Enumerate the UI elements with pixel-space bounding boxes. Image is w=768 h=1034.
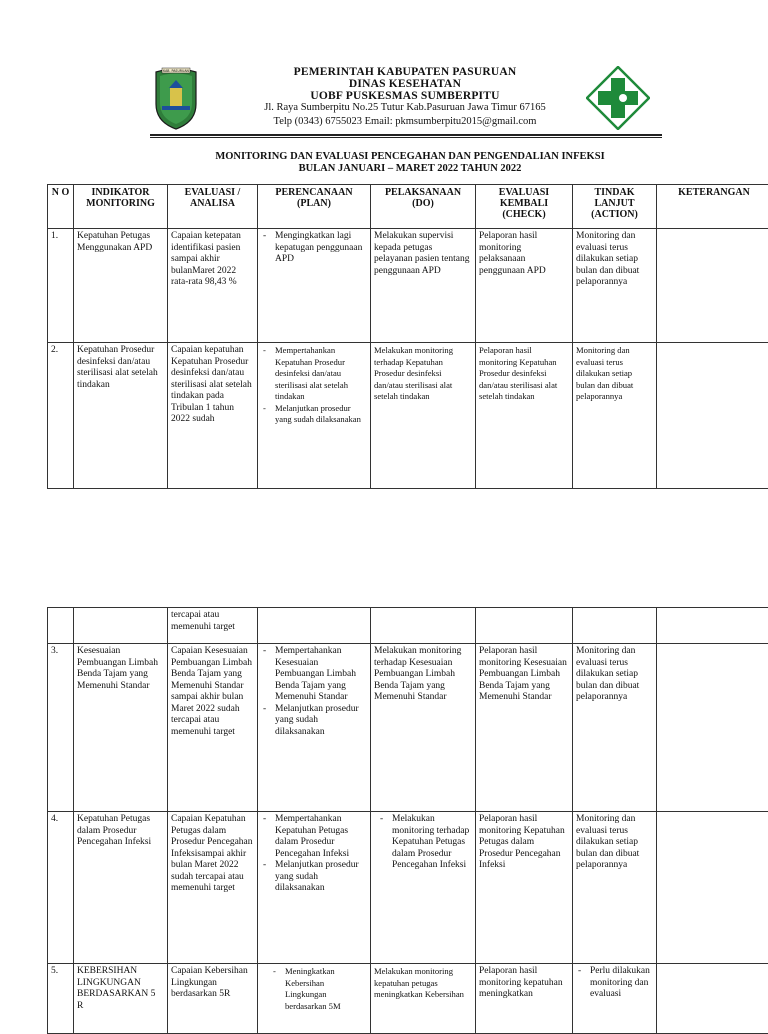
col-header-keterangan: KETERANGAN — [657, 185, 768, 229]
cell-action — [573, 964, 657, 1034]
cell-indikator — [74, 608, 168, 644]
cell-action: Monitoring dan evaluasi terus dilakukan setiap bulan dan dibuat pelaporannya — [573, 812, 657, 964]
monitoring-table-page-1 — [47, 184, 768, 489]
svg-text:KAB. PASURUAN: KAB. PASURUAN — [163, 69, 189, 73]
cell-indikator: Kepatuhan Petugas Menggunakan APD — [74, 229, 168, 343]
plan-item: - Melanjutkan prosedur yang sudah dilaksanakan — [261, 403, 367, 426]
cell-evaluasi: Capaian Kebersihan Lingkungan berdasarkan 5R — [168, 964, 258, 1034]
cell-check: Pelaporan hasil monitoring Kesesuaian Pembuangan Limbah Benda Tajam yang Memenuhi Standar — [476, 644, 573, 812]
table-row — [48, 229, 768, 343]
cell-keterangan — [657, 964, 768, 1034]
col-header-no: N O — [48, 185, 74, 229]
plan-item: - Mengingkatkan lagi kepatugan penggunaan APD — [261, 231, 367, 266]
cell-check: Pelaporan hasil monitoring Kepatuhan Petugas dalam Prosedur Pencegahan Infeksi — [476, 812, 573, 964]
col-header-evaluasi: EVALUASI / ANALISA — [168, 185, 258, 229]
cell-action: Monitoring dan evaluasi terus dilakukan setiap bulan dan dibuat pelaporannya — [573, 644, 657, 812]
cell-no — [48, 608, 74, 644]
table-row — [48, 964, 768, 1034]
puskesmas-logo — [586, 66, 650, 130]
table-header-row — [48, 185, 768, 229]
cell-do: Melakukan monitoring kepatuhan petugas meningkatkan Kebersihan — [371, 964, 476, 1034]
letterhead-rule-thick — [150, 134, 662, 136]
cell-check: Pelaporan hasil monitoring Kepatuhan Prosedur desinfeksi dan/atau sterilisasi alat setelah tindakan — [476, 343, 573, 489]
cell-check: Pelaporan hasil monitoring pelaksanaan penggunaan APD — [476, 229, 573, 343]
cell-no: 2. — [48, 343, 74, 489]
letterhead-line-2: DINAS KESEHATAN — [200, 78, 610, 90]
plan-item: - Mempertahankan Kepatuhan Petugas dalam Prosedur Pencegahan Infeksi — [261, 814, 367, 860]
letterhead-line-3: UOBF PUSKESMAS SUMBERPITU — [200, 90, 610, 102]
cell-plan — [258, 229, 371, 343]
cell-no: 5. — [48, 964, 74, 1034]
table-row — [48, 812, 768, 964]
plan-item: - Mempertahankan Kepatuhan Prosedur desinfeksi dan/atau sterilisasi alat setelah tindakan — [261, 345, 367, 403]
monitoring-table-page-2 — [47, 607, 768, 1034]
letterhead-rule-thin — [150, 137, 662, 138]
letterhead-contact: Telp (0343) 6755023 Email: pkmsumberpitu2015@gmail.com — [200, 116, 610, 128]
table-row — [48, 343, 768, 489]
cell-evaluasi: Capaian ketepatan identifikasi pasien sampai akhir bulanMaret 2022 rata-rata 98,43 % — [168, 229, 258, 343]
col-header-indikator: INDIKATOR MONITORING — [74, 185, 168, 229]
col-header-do: PELAKSANAAN (DO) — [371, 185, 476, 229]
cell-indikator: Kepatuhan Petugas dalam Prosedur Pencegahan Infeksi — [74, 812, 168, 964]
col-header-plan: PERENCANAAN (PLAN) — [258, 185, 371, 229]
cell-evaluasi: Capaian kepatuhan Kepatuhan Prosedur desinfeksi dan/atau sterilisasi alat setelah tindakan pada Tribulan 1 tahun 2022 sudah — [168, 343, 258, 489]
plan-item: - Melanjutkan prosedur yang sudah dilaksanakan — [261, 860, 367, 895]
cell-no: 4. — [48, 812, 74, 964]
cell-do: Melakukan monitoring terhadap Kepatuhan Prosedur desinfeksi dan/atau sterilisasi alat setelah tindakan — [371, 343, 476, 489]
table-row — [48, 608, 768, 644]
plan-item: - Meningkatkan Kebersihan Lingkungan berdasarkan 5M — [271, 966, 367, 1012]
plan-item: - Mempertahankan Kesesuaian Pembuangan Limbah Benda Tajam yang Memenuhi Standar — [261, 646, 367, 704]
cell-no: 1. — [48, 229, 74, 343]
cell-plan — [258, 608, 371, 644]
cell-indikator: Kesesuaian Pembuangan Limbah Benda Tajam yang Memenuhi Standar — [74, 644, 168, 812]
cell-keterangan — [657, 608, 768, 644]
document-title: MONITORING DAN EVALUASI PENCEGAHAN DAN PENGENDALIAN INFEKSI — [150, 151, 670, 162]
cell-keterangan — [657, 812, 768, 964]
do-item: - Melakukan monitoring terhadap Kepatuhan Petugas dalam Prosedur Pencegahan Infeksi — [378, 814, 472, 872]
cell-action — [573, 608, 657, 644]
cell-evaluasi: Capaian Kesesuaian Pembuangan Limbah Benda Tajam yang Memenuhi Standar sampai akhir bulan Maret 2022 sudah tercapai atau memenuhi target — [168, 644, 258, 812]
col-header-action: TINDAK LANJUT (ACTION) — [573, 185, 657, 229]
cell-action: Monitoring dan evaluasi terus dilakukan setiap bulan dan dibuat pelaporannya — [573, 343, 657, 489]
table-row — [48, 644, 768, 812]
cell-indikator: Kepatuhan Prosedur desinfeksi dan/atau sterilisasi alat setelah tindakan — [74, 343, 168, 489]
cell-do: Melakukan supervisi kepada petugas pelayanan pasien tentang penggunaan APD — [371, 229, 476, 343]
cell-do — [371, 812, 476, 964]
letterhead-line-1: PEMERINTAH KABUPATEN PASURUAN — [200, 66, 610, 78]
cell-evaluasi: Capaian Kepatuhan Petugas dalam Prosedur Pencegahan Infeksisampai akhir bulan Maret 2022 sudah tercapai atau memenuhi target — [168, 812, 258, 964]
cell-check — [476, 608, 573, 644]
document-subtitle: BULAN JANUARI – MARET 2022 TAHUN 2022 — [150, 163, 670, 174]
plan-item: - Melanjutkan prosedur yang sudah dilaksanakan — [261, 704, 367, 739]
cell-no: 3. — [48, 644, 74, 812]
cell-plan — [258, 644, 371, 812]
cell-plan — [258, 812, 371, 964]
cell-keterangan — [657, 644, 768, 812]
cell-do — [371, 608, 476, 644]
regency-logo — [152, 66, 200, 130]
cell-keterangan — [657, 229, 768, 343]
letterhead-address: Jl. Raya Sumberpitu No.25 Tutur Kab.Pasuruan Jawa Timur 67165 — [200, 102, 610, 114]
cell-keterangan — [657, 343, 768, 489]
cell-plan — [258, 964, 371, 1034]
cell-action: Monitoring dan evaluasi terus dilakukan setiap bulan dan dibuat pelaporannya — [573, 229, 657, 343]
cell-do: Melakukan monitoring terhadap Kesesuaian Pembuangan Limbah Benda Tajam yang Memenuhi Standar — [371, 644, 476, 812]
cell-plan — [258, 343, 371, 489]
col-header-check: EVALUASI KEMBALI (CHECK) — [476, 185, 573, 229]
action-item: - Perlu dilakukan monitoring dan evaluasi — [576, 966, 653, 1001]
cell-indikator: KEBERSIHAN LINGKUNGAN BERDASARKAN 5 R — [74, 964, 168, 1034]
cell-check: Pelaporan hasil monitoring kepatuhan meningkatkan — [476, 964, 573, 1034]
cell-evaluasi: tercapai atau memenuhi target — [168, 608, 258, 644]
